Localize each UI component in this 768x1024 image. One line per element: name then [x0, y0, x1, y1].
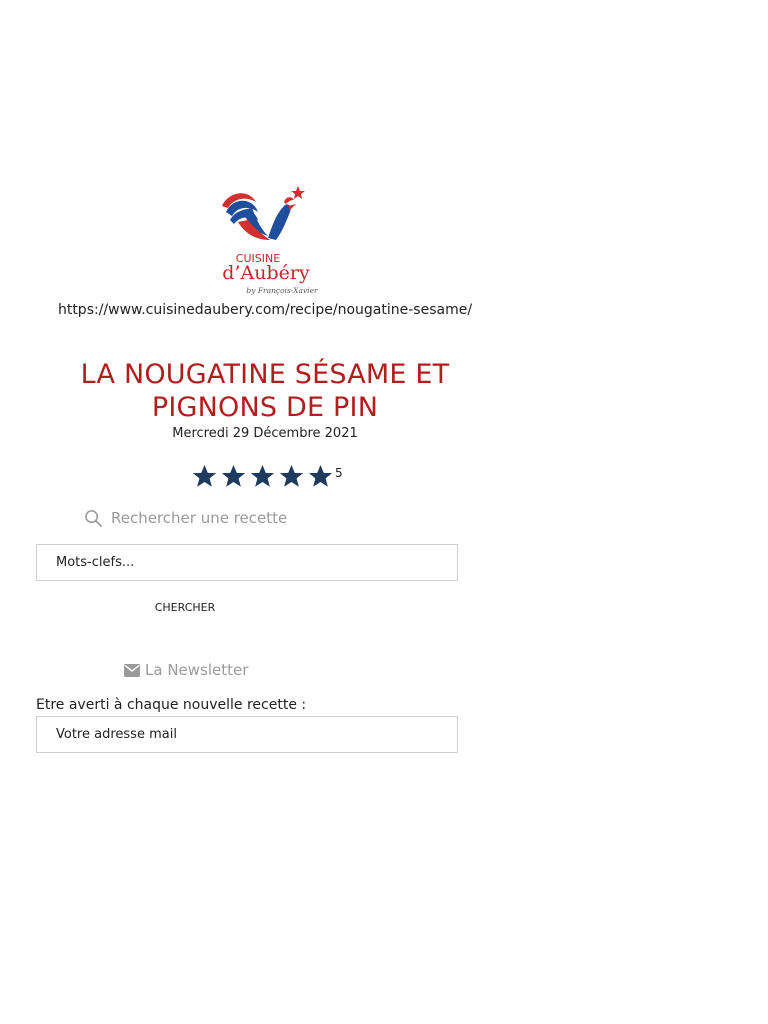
star-icon[interactable]	[248, 462, 277, 491]
envelope-icon	[124, 664, 140, 677]
page-url: https://www.cuisinedaubery.com/recipe/nougatine-sesame/	[57, 302, 473, 318]
search-icon	[84, 509, 103, 528]
newsletter-description: Etre averti à chaque nouvelle recette :	[36, 697, 307, 713]
email-input[interactable]	[36, 716, 458, 753]
newsletter-heading	[124, 658, 248, 682]
star-icon[interactable]	[277, 462, 306, 491]
rating-count: 5	[335, 466, 343, 480]
logo-line-1: CUISINE	[235, 252, 281, 265]
search-heading-label: Rechercher une recette	[111, 509, 288, 527]
recipe-title: LA NOUGATINE SÉSAME ET PIGNONS DE PIN	[80, 359, 450, 423]
keywords-input[interactable]	[36, 544, 458, 581]
search-button[interactable]: CHERCHER	[140, 596, 230, 618]
logo-line-3: by François-Xavier	[246, 286, 318, 295]
logo-line-2: d’Aubéry	[222, 262, 310, 284]
search-heading	[84, 506, 287, 530]
recipe-date: Mercredi 29 Décembre 2021	[172, 426, 358, 441]
star-icon[interactable]	[219, 462, 248, 491]
newsletter-heading-label: La Newsletter	[145, 661, 249, 679]
site-logo[interactable]	[192, 182, 340, 300]
star-icon[interactable]	[306, 462, 335, 491]
star-rating[interactable]	[190, 462, 343, 492]
star-icon[interactable]	[190, 462, 219, 491]
